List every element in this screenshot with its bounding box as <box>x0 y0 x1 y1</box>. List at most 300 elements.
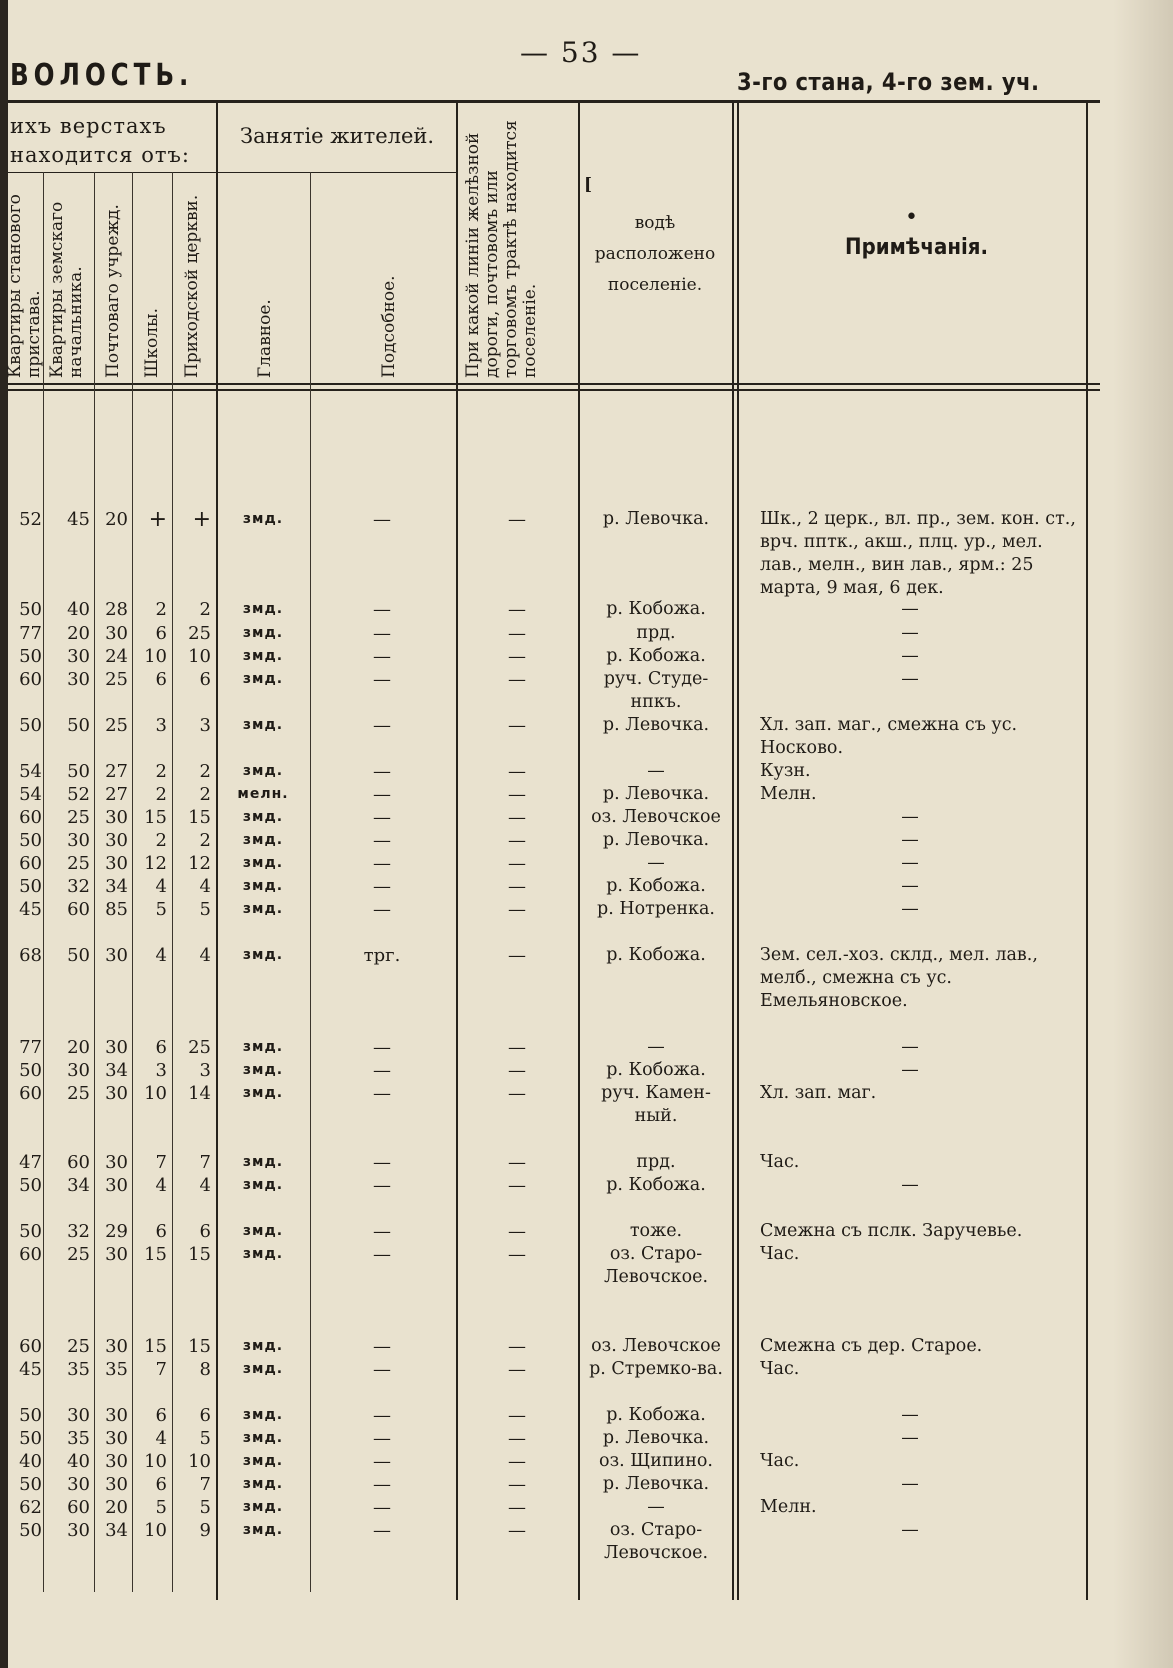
cell-post: 24 <box>105 646 128 667</box>
cell-stan: 54 <box>19 784 42 805</box>
col-head-post: Почтоваго учрежд. <box>103 204 123 378</box>
cell-note: — <box>901 807 919 827</box>
cell-zem: 25 <box>67 807 90 828</box>
cell-water: оз. Левочское <box>591 1336 721 1356</box>
cell-note: Смежна съ дер. Старое. <box>760 1336 983 1356</box>
cell-post: 34 <box>105 1520 128 1541</box>
cell-water: оз. Щипино. <box>599 1451 713 1471</box>
cell-zem: 25 <box>67 853 90 874</box>
col-divider <box>310 172 311 1592</box>
cell-post: 20 <box>105 1497 128 1518</box>
cell-sec: — <box>373 1244 391 1265</box>
col-divider <box>737 100 739 1600</box>
cell-water: — <box>647 1037 665 1057</box>
cell-sec: — <box>373 1336 391 1357</box>
cell-church: 4 <box>199 876 211 897</box>
cell-note: — <box>901 669 919 689</box>
cell-stan: 40 <box>19 1451 42 1472</box>
cell-rail: — <box>508 899 526 920</box>
cell-school: 5 <box>155 1497 167 1518</box>
cell-main: змд. <box>242 1407 284 1423</box>
cell-note: — <box>901 1520 919 1540</box>
page-number: — 53 — <box>520 36 642 69</box>
cell-sec: — <box>373 1060 391 1081</box>
cell-rail: — <box>508 1221 526 1242</box>
cell-rail: — <box>508 1336 526 1357</box>
cell-stan: 50 <box>19 1428 42 1449</box>
cell-water: тоже. <box>629 1221 683 1241</box>
cell-church: 14 <box>188 1083 211 1104</box>
cell-zem: 50 <box>67 761 90 782</box>
cell-post: 27 <box>105 761 128 782</box>
cell-stan: 60 <box>19 853 42 874</box>
cell-church: 25 <box>188 1037 211 1058</box>
cell-sec: — <box>373 1037 391 1058</box>
cell-church: 4 <box>199 1175 211 1196</box>
cell-church: 6 <box>199 669 211 690</box>
cell-note: Мелн. <box>760 1497 817 1517</box>
cell-church: 10 <box>188 1451 211 1472</box>
cell-rail: — <box>508 1474 526 1495</box>
cell-note: — <box>901 599 919 619</box>
cell-church: 3 <box>199 715 211 736</box>
col-divider <box>94 172 95 1592</box>
cell-water: — <box>647 761 665 781</box>
cell-water: оз. Старо-Левочское. <box>603 1520 709 1563</box>
cell-post: 30 <box>105 830 128 851</box>
cell-water: р. Кобожа. <box>606 1405 706 1425</box>
cell-stan: 52 <box>19 509 42 530</box>
col-divider <box>732 100 734 1600</box>
distance-subhead-rule <box>8 172 216 173</box>
cell-rail: — <box>508 1244 526 1265</box>
cell-note: Мелн. <box>760 784 817 804</box>
page-shadow <box>1113 0 1173 1668</box>
cell-water: руч. Студе-нпкъ. <box>603 669 709 712</box>
cell-sec: — <box>373 830 391 851</box>
cell-post: 30 <box>105 623 128 644</box>
col-divider <box>1086 100 1088 1600</box>
cell-stan: 77 <box>19 1037 42 1058</box>
cell-note: — <box>901 1428 919 1448</box>
cell-water: оз. Левочское <box>591 807 721 827</box>
cell-school: 4 <box>155 876 167 897</box>
cell-sec: — <box>373 646 391 667</box>
cell-school: 15 <box>144 807 167 828</box>
cell-rail: — <box>508 1175 526 1196</box>
cell-rail: — <box>508 853 526 874</box>
cell-stan: 60 <box>19 1336 42 1357</box>
header-stan: 3-го стана, 4-го зем. уч. <box>737 68 1040 96</box>
cell-school: + <box>148 507 167 532</box>
cell-post: 30 <box>105 1474 128 1495</box>
cell-zem: 30 <box>67 830 90 851</box>
cell-church: 12 <box>188 853 211 874</box>
cell-zem: 30 <box>67 646 90 667</box>
cell-rail: — <box>508 807 526 828</box>
cell-stan: 50 <box>19 646 42 667</box>
cell-school: 3 <box>155 715 167 736</box>
cell-stan: 47 <box>19 1152 42 1173</box>
cell-stan: 60 <box>19 807 42 828</box>
cell-main: змд. <box>242 855 284 871</box>
cell-sec: — <box>373 1221 391 1242</box>
cell-water: р. Левочка. <box>602 1428 710 1448</box>
cell-post: 34 <box>105 876 128 897</box>
cell-note: Хл. зап. маг. <box>760 1083 877 1103</box>
cell-main: змд. <box>242 648 284 664</box>
cell-sec: — <box>373 807 391 828</box>
cell-post: 30 <box>105 1336 128 1357</box>
cell-post: 30 <box>105 945 128 966</box>
cell-school: 7 <box>155 1152 167 1173</box>
cell-main: змд. <box>242 1062 284 1078</box>
cell-sec: — <box>373 1083 391 1104</box>
cell-church: 10 <box>188 646 211 667</box>
cell-note: Зем. сел.-хоз. склд., мел. лав., мелб., смежна съ ус. Емельяновское. <box>760 945 1038 1011</box>
cell-water: р. Левочка. <box>602 784 710 804</box>
cell-main: змд. <box>242 901 284 917</box>
cell-school: 6 <box>155 623 167 644</box>
cell-sec: трг. <box>363 945 401 966</box>
cell-post: 30 <box>105 1451 128 1472</box>
cell-rail: — <box>508 1359 526 1380</box>
cell-stan: 45 <box>19 1359 42 1380</box>
cell-rail: — <box>508 1405 526 1426</box>
cell-church: 6 <box>199 1405 211 1426</box>
cell-rail: — <box>508 1037 526 1058</box>
cell-school: 7 <box>155 1359 167 1380</box>
col-head-school: Школы. <box>142 308 162 378</box>
cell-water: оз. Старо-Левочское. <box>603 1244 709 1287</box>
cell-zem: 60 <box>67 1497 90 1518</box>
cell-rail: — <box>508 784 526 805</box>
cell-school: 4 <box>155 1428 167 1449</box>
cell-church: 2 <box>199 784 211 805</box>
cell-water: р. Левочка. <box>602 715 710 735</box>
cell-zem: 25 <box>67 1244 90 1265</box>
cell-zem: 50 <box>67 945 90 966</box>
cell-note: — <box>901 830 919 850</box>
cell-zem: 30 <box>67 1060 90 1081</box>
cell-note: Час. <box>760 1152 800 1172</box>
cell-rail: — <box>508 623 526 644</box>
cell-church: 8 <box>199 1359 211 1380</box>
cell-zem: 45 <box>67 509 90 530</box>
cell-note: — <box>901 1405 919 1425</box>
cell-main: змд. <box>242 671 284 687</box>
cell-water: р. Кобожа. <box>606 1060 706 1080</box>
cell-main: змд. <box>242 1430 284 1446</box>
cell-note: — <box>901 646 919 666</box>
cell-church: 2 <box>199 761 211 782</box>
cell-note: Смежна съ пслк. Заручевье. <box>760 1221 1023 1241</box>
cell-note: Час. <box>760 1359 800 1379</box>
cell-school: 10 <box>144 1520 167 1541</box>
col-head-main: Главное. <box>255 299 275 378</box>
cell-stan: 50 <box>19 1175 42 1196</box>
cell-church: 2 <box>199 599 211 620</box>
cell-school: 2 <box>155 830 167 851</box>
cell-post: 30 <box>105 1405 128 1426</box>
cell-zem: 30 <box>67 1520 90 1541</box>
cell-school: 6 <box>155 1405 167 1426</box>
cell-water: — <box>647 853 665 873</box>
cell-sec: — <box>373 784 391 805</box>
cell-main: змд. <box>242 947 284 963</box>
cell-water: р. Кобожа. <box>606 876 706 896</box>
cell-water: р. Левочка. <box>602 1474 710 1494</box>
cell-school: 3 <box>155 1060 167 1081</box>
cell-note: — <box>901 1474 919 1494</box>
cell-sec: — <box>373 1405 391 1426</box>
cell-school: 5 <box>155 899 167 920</box>
cell-school: 15 <box>144 1336 167 1357</box>
cell-rail: — <box>508 761 526 782</box>
cell-stan: 50 <box>19 830 42 851</box>
cell-main: змд. <box>242 1476 284 1492</box>
cell-church: 5 <box>199 1497 211 1518</box>
cell-water: р. Левочка. <box>602 509 710 529</box>
cell-post: 29 <box>105 1221 128 1242</box>
cell-post: 30 <box>105 1152 128 1173</box>
cell-main: змд. <box>242 809 284 825</box>
cell-note: Час. <box>760 1451 800 1471</box>
col-head-stanovoy: Квартиры станового пристава. <box>5 194 44 378</box>
col-head-railway: При какой линіи желѣзной дороги, почтовомъ или торговомъ трактѣ находится поселеніе. <box>463 120 540 378</box>
cell-main: змд. <box>242 511 284 527</box>
cell-main: змд. <box>242 1522 284 1538</box>
cell-main: змд. <box>242 1039 284 1055</box>
cell-rail: — <box>508 1497 526 1518</box>
cell-water: р. Левочка. <box>602 830 710 850</box>
cell-note: — <box>901 1175 919 1195</box>
col-head-notes: Примѣчанія. <box>845 235 989 260</box>
cell-stan: 50 <box>19 1474 42 1495</box>
cell-note: — <box>901 899 919 919</box>
cell-stan: 50 <box>19 1405 42 1426</box>
cell-church: 5 <box>199 1428 211 1449</box>
cell-note: Хл. зап. маг., смежна съ ус. Носково. <box>760 715 1018 758</box>
cell-main: змд. <box>242 1453 284 1469</box>
cell-main: змд. <box>242 1154 284 1170</box>
cell-water: прд. <box>636 623 676 643</box>
cell-rail: — <box>508 1520 526 1541</box>
notes-bullet: • <box>905 205 918 230</box>
cell-note: — <box>901 853 919 873</box>
col-head-zemsky: Квартиры земскаго начальника. <box>47 201 86 378</box>
cell-post: 30 <box>105 1083 128 1104</box>
cell-main: змд. <box>242 878 284 894</box>
cell-post: 30 <box>105 1037 128 1058</box>
cell-zem: 40 <box>67 1451 90 1472</box>
cell-church: 7 <box>199 1152 211 1173</box>
cell-note: Час. <box>760 1244 800 1264</box>
cell-rail: — <box>508 715 526 736</box>
cell-zem: 25 <box>67 1336 90 1357</box>
cell-stan: 50 <box>19 599 42 620</box>
cell-note: — <box>901 1060 919 1080</box>
cell-stan: 50 <box>19 715 42 736</box>
cell-zem: 30 <box>67 669 90 690</box>
cell-post: 27 <box>105 784 128 805</box>
cell-main: змд. <box>242 1177 284 1193</box>
cell-rail: — <box>508 876 526 897</box>
col-head-water: водѣ расположено поселеніе. <box>594 213 716 295</box>
cell-stan: 60 <box>19 669 42 690</box>
cell-post: 20 <box>105 509 128 530</box>
cell-main: змд. <box>242 1338 284 1354</box>
cell-school: 15 <box>144 1244 167 1265</box>
cell-sec: — <box>373 876 391 897</box>
table-top-rule <box>8 100 1100 103</box>
col-divider <box>578 100 580 1600</box>
cell-sec: — <box>373 509 391 530</box>
cell-church: 15 <box>188 1244 211 1265</box>
cell-note: — <box>901 1037 919 1057</box>
cell-church: 9 <box>199 1520 211 1541</box>
cell-school: 4 <box>155 1175 167 1196</box>
cell-school: 6 <box>155 1221 167 1242</box>
cell-water: руч. Камен-ный. <box>601 1083 711 1126</box>
distance-group-heading: ихъ верстахъ находится отъ: <box>10 114 190 167</box>
cell-rail: — <box>508 599 526 620</box>
cell-post: 30 <box>105 1175 128 1196</box>
cell-sec: — <box>373 669 391 690</box>
cell-zem: 35 <box>67 1428 90 1449</box>
cell-post: 35 <box>105 1359 128 1380</box>
cell-main: мелн. <box>237 786 289 802</box>
cell-school: 10 <box>144 1451 167 1472</box>
cell-rail: — <box>508 509 526 530</box>
cell-post: 30 <box>105 1428 128 1449</box>
cell-school: 2 <box>155 784 167 805</box>
cell-rail: — <box>508 1428 526 1449</box>
occupation-subhead-rule <box>216 172 456 173</box>
header-volost: ВОЛОСТЬ. <box>10 58 194 93</box>
water-bracket: [ <box>584 175 593 195</box>
cell-zem: 35 <box>67 1359 90 1380</box>
cell-rail: — <box>508 830 526 851</box>
cell-water: р. Стремко-ва. <box>589 1359 723 1379</box>
cell-zem: 25 <box>67 1083 90 1104</box>
cell-post: 30 <box>105 807 128 828</box>
cell-church: 25 <box>188 623 211 644</box>
cell-water: р. Кобожа. <box>606 599 706 619</box>
cell-sec: — <box>373 899 391 920</box>
cell-stan: 60 <box>19 1083 42 1104</box>
cell-sec: — <box>373 1520 391 1541</box>
cell-school: 12 <box>144 853 167 874</box>
cell-water: прд. <box>636 1152 676 1172</box>
cell-stan: 68 <box>19 945 42 966</box>
cell-church: + <box>192 507 211 532</box>
cell-main: змд. <box>242 1223 284 1239</box>
cell-zem: 52 <box>67 784 90 805</box>
cell-note: — <box>901 876 919 896</box>
cell-stan: 77 <box>19 623 42 644</box>
cell-rail: — <box>508 646 526 667</box>
cell-post: 85 <box>105 899 128 920</box>
cell-church: 5 <box>199 899 211 920</box>
cell-sec: — <box>373 1175 391 1196</box>
cell-post: 25 <box>105 669 128 690</box>
cell-zem: 32 <box>67 876 90 897</box>
cell-church: 4 <box>199 945 211 966</box>
cell-stan: 45 <box>19 899 42 920</box>
cell-rail: — <box>508 669 526 690</box>
cell-school: 2 <box>155 761 167 782</box>
cell-note: — <box>901 623 919 643</box>
cell-rail: — <box>508 1451 526 1472</box>
cell-sec: — <box>373 1152 391 1173</box>
cell-post: 30 <box>105 1244 128 1265</box>
cell-school: 4 <box>155 945 167 966</box>
cell-rail: — <box>508 1060 526 1081</box>
cell-school: 6 <box>155 669 167 690</box>
cell-school: 6 <box>155 1474 167 1495</box>
cell-rail: — <box>508 945 526 966</box>
cell-sec: — <box>373 599 391 620</box>
cell-post: 34 <box>105 1060 128 1081</box>
cell-stan: 60 <box>19 1244 42 1265</box>
cell-zem: 20 <box>67 623 90 644</box>
cell-rail: — <box>508 1083 526 1104</box>
cell-school: 2 <box>155 599 167 620</box>
cell-sec: — <box>373 623 391 644</box>
cell-stan: 54 <box>19 761 42 782</box>
cell-rail: — <box>508 1152 526 1173</box>
cell-water: р. Кобожа. <box>606 646 706 666</box>
cell-main: змд. <box>242 625 284 641</box>
cell-church: 7 <box>199 1474 211 1495</box>
cell-zem: 40 <box>67 599 90 620</box>
cell-school: 10 <box>144 646 167 667</box>
cell-church: 3 <box>199 1060 211 1081</box>
cell-note: Шк., 2 церк., вл. пр., зем. кон. ст., врч. пптк., акш., плц. ур., мел. лав., мелн., вин лав., ярм.: 25 марта, 9 мая, 6 дек. <box>760 509 1076 598</box>
cell-sec: — <box>373 1497 391 1518</box>
col-head-church: Приходской церкви. <box>182 194 202 378</box>
cell-zem: 30 <box>67 1474 90 1495</box>
cell-post: 28 <box>105 599 128 620</box>
cell-stan: 50 <box>19 1520 42 1541</box>
cell-sec: — <box>373 761 391 782</box>
cell-sec: — <box>373 1428 391 1449</box>
cell-stan: 62 <box>19 1497 42 1518</box>
cell-note: Кузн. <box>760 761 811 781</box>
cell-zem: 30 <box>67 1405 90 1426</box>
cell-zem: 34 <box>67 1175 90 1196</box>
cell-zem: 20 <box>67 1037 90 1058</box>
cell-water: р. Нотренка. <box>597 899 715 919</box>
cell-main: змд. <box>242 763 284 779</box>
cell-stan: 50 <box>19 1221 42 1242</box>
cell-church: 15 <box>188 807 211 828</box>
cell-main: змд. <box>242 1361 284 1377</box>
cell-main: змд. <box>242 832 284 848</box>
cell-sec: — <box>373 715 391 736</box>
cell-water: — <box>647 1497 665 1517</box>
cell-zem: 60 <box>67 899 90 920</box>
cell-school: 6 <box>155 1037 167 1058</box>
col-head-secondary: Подсобное. <box>379 275 399 378</box>
cell-sec: — <box>373 853 391 874</box>
cell-school: 10 <box>144 1083 167 1104</box>
cell-water: р. Кобожа. <box>606 1175 706 1195</box>
cell-main: змд. <box>242 1246 284 1262</box>
cell-zem: 50 <box>67 715 90 736</box>
cell-church: 15 <box>188 1336 211 1357</box>
